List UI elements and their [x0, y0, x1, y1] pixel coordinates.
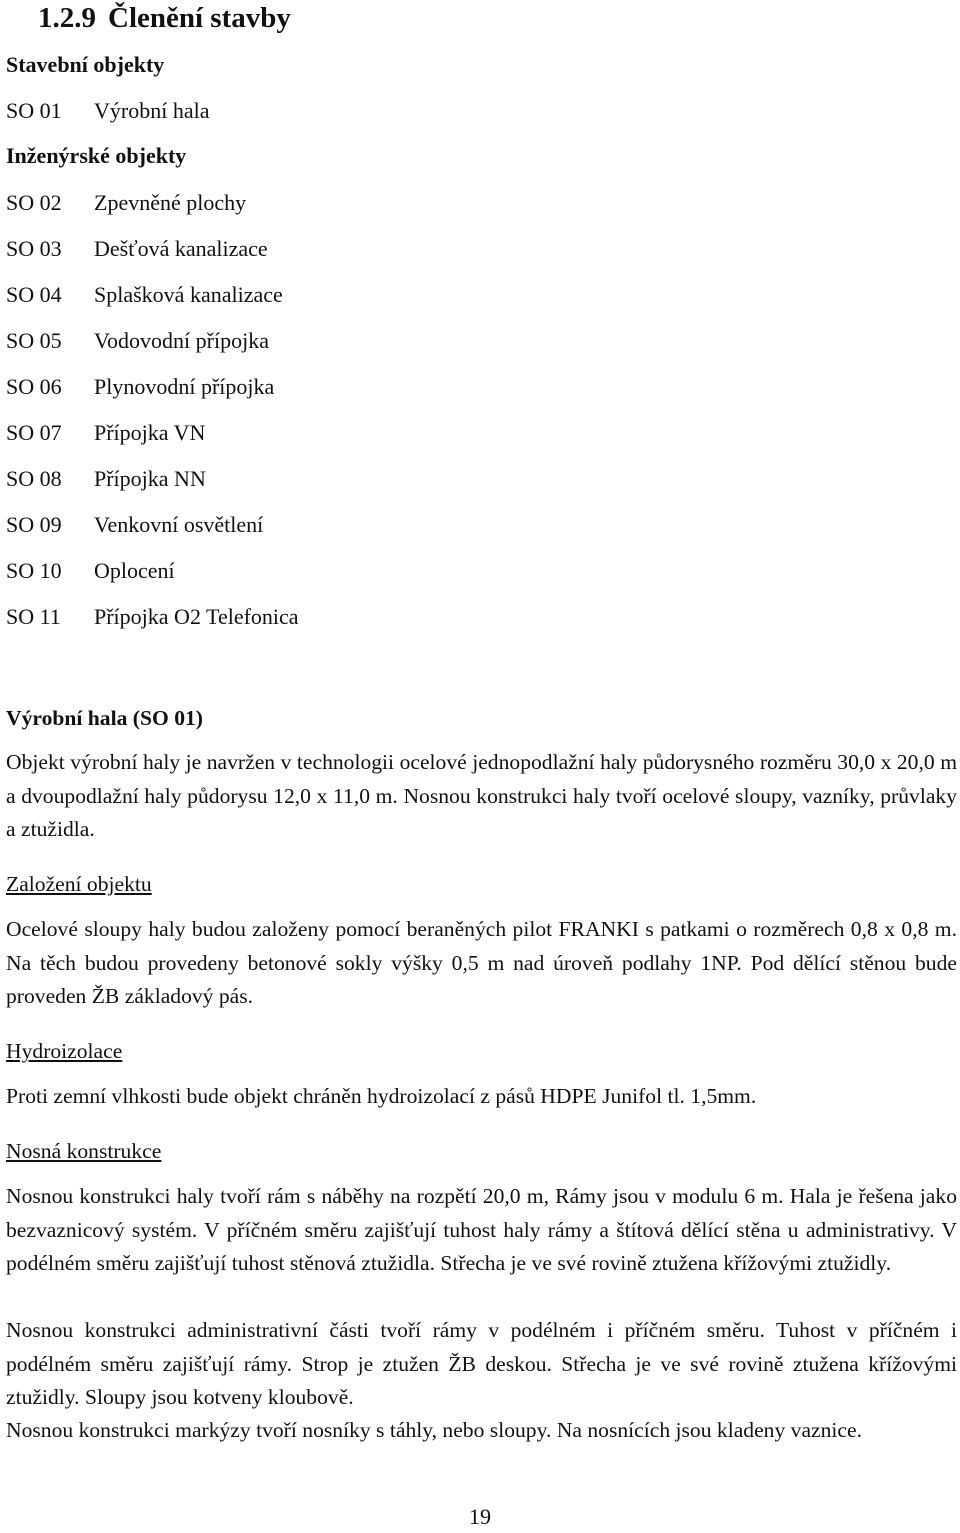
object-row: [6, 372, 274, 402]
object-row: [6, 510, 263, 540]
object-row: [6, 280, 283, 310]
object-name: Plynovodní přípojka: [94, 374, 275, 399]
object-row: [6, 188, 246, 218]
object-code: SO 11: [6, 604, 61, 629]
object-row: [6, 326, 269, 356]
object-code: SO 09: [6, 512, 62, 537]
group-title-building: Stavební objekty: [6, 52, 165, 77]
foundation-heading: Založení objektu: [6, 872, 152, 896]
object-name: Oplocení: [94, 558, 175, 583]
section-title: Výrobní hala (SO 01): [6, 706, 203, 730]
section-intro: Objekt výrobní haly je navržen v technologii ocelové jednopodlažní haly půdorysného rozměru 30,0 x 20,0 m a dvoupodlažní haly půdorysu 12,0 x 11,0 m. Nosnou konstrukci haly tvoří ocelové sloupy, vazníky, průvlaky a ztužidla.: [6, 750, 957, 841]
object-row: [6, 464, 206, 494]
object-name: Vodovodní přípojka: [94, 328, 269, 353]
object-code: SO 07: [6, 420, 62, 445]
chapter-number: 1.2.9: [38, 2, 96, 34]
object-name: Přípojka VN: [94, 420, 206, 445]
chapter-heading: [38, 2, 291, 35]
structure-heading: Nosná konstrukce: [6, 1139, 162, 1163]
foundation-text: Ocelové sloupy haly budou založeny pomocí beraněných pilot FRANKI s patkami o rozměrech 0,8 x 0,8 m. Na těch budou provedeny betonové sokly výšky 0,5 m nad úroveň podlahy 1NP. Pod dělící stěnou bude proveden ŽB základový pás.: [6, 917, 957, 1008]
object-name: Přípojka O2 Telefonica: [94, 604, 299, 629]
structure-paragraph-2: Nosnou konstrukci administrativní části tvoří rámy v podélném i příčném směru. Tuhost v příčném i podélném směru zajišťují rámy. Strop je ztužen ŽB deskou. Střecha je ve své rovině ztužena křížovými ztužidly. Sloupy jsou kotveny kloubově.: [6, 1318, 957, 1409]
object-name: Přípojka NN: [94, 466, 206, 491]
object-name: Venkovní osvětlení: [94, 512, 264, 537]
object-code: SO 10: [6, 558, 62, 583]
structure-paragraph-3: Nosnou konstrukci markýzy tvoří nosníky s táhly, nebo sloupy. Na nosnících jsou kladeny vaznice.: [6, 1418, 862, 1442]
object-name: Výrobní hala: [94, 98, 210, 123]
object-code: SO 08: [6, 466, 62, 491]
object-name: Dešťová kanalizace: [94, 236, 268, 261]
object-code: SO 03: [6, 236, 62, 261]
object-row: [6, 234, 268, 264]
object-row: [6, 602, 299, 632]
object-code: SO 04: [6, 282, 62, 307]
waterproofing-heading: Hydroizolace: [6, 1039, 123, 1063]
structure-paragraph-1: Nosnou konstrukci haly tvoří rám s náběhy na rozpětí 20,0 m, Rámy jsou v modulu 6 m. Hala je řešena jako bezvaznicový systém. V příčném směru zajišťují tuhost haly rámy a štítová dělící stěna u administrativy. V podélném směru zajišťují tuhost stěnová ztužidla. Střecha je ve své rovině ztužena křížovými ztužidly.: [6, 1184, 957, 1275]
object-row: [6, 556, 175, 586]
page-number: 19: [469, 1504, 491, 1529]
object-row: [6, 418, 205, 448]
object-row: [6, 96, 209, 126]
object-name: Splašková kanalizace: [94, 282, 283, 307]
waterproofing-text: Proti zemní vlhkosti bude objekt chráněn hydroizolací z pásů HDPE Junifol tl. 1,5mm.: [6, 1084, 757, 1108]
object-code: SO 02: [6, 190, 62, 215]
object-code: SO 01: [6, 98, 62, 123]
object-code: SO 06: [6, 374, 62, 399]
group-title-engineering: Inženýrské objekty: [6, 143, 187, 168]
object-code: SO 05: [6, 328, 62, 353]
chapter-title: Členění stavby: [108, 2, 291, 34]
object-name: Zpevněné plochy: [94, 190, 247, 215]
